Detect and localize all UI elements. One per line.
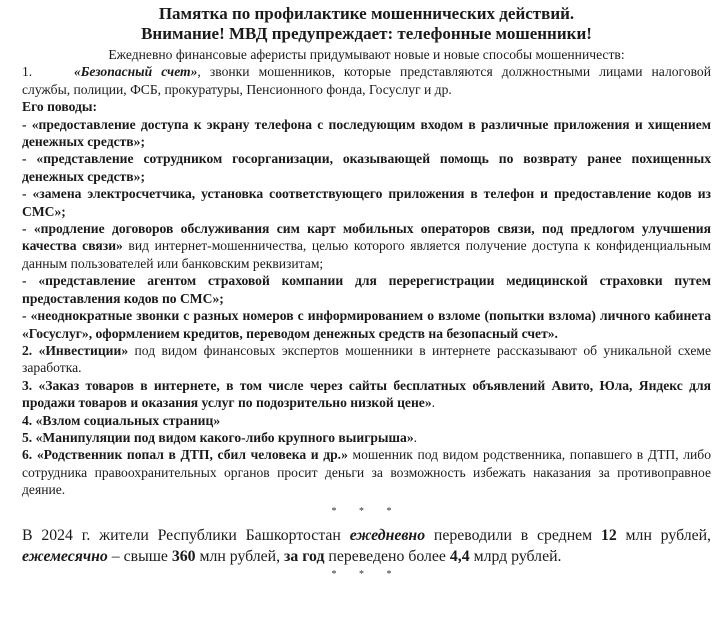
stats-daily-label: ежедневно <box>349 526 426 544</box>
scheme-bold: 5. «Манипуляции под видом какого-либо крупного выигрыша» <box>22 429 414 445</box>
stats-text: млн рублей, <box>616 526 712 544</box>
scheme-item <box>22 377 711 412</box>
stats-text: млрд рублей. <box>469 547 562 565</box>
scheme-item <box>22 446 711 498</box>
statistics-paragraph <box>22 525 711 567</box>
pretext-bold: - «представление сотрудником госорганизации, оказывающей помощь по возврату ранее похищенных денежных средств»; <box>22 151 711 184</box>
pretext-item <box>22 116 711 151</box>
scheme-item <box>22 342 711 377</box>
pretext-bold: - «предоставление доступа к экрану телефона с последующим входом в различные приложения и хищением денежных средств»; <box>22 116 711 150</box>
page-subtitle: Внимание! МВД предупреждает: телефонные мошенники! <box>141 24 592 43</box>
pretext-bold: - «неоднократные звонки с разных номеров с информированием о взломе (попытки взлома) личного кабинета «Госуслуг», оформлением кредитов, переводом денежных средств на безопасный счет». <box>22 308 711 341</box>
scheme-1-name: «Безопасный счет» <box>74 64 198 80</box>
pretext-rest: вид интернет-мошенничества, целью которого является получение доступа к конфиденциальным данным пользователей или банковским реквизитам; <box>22 238 711 271</box>
stats-text: В 2024 г. жители Республики Башкортостан <box>22 526 350 544</box>
pretext-item <box>22 220 711 272</box>
scheme-rest: . <box>431 395 436 411</box>
stats-text: переводили в среднем <box>425 526 601 544</box>
scheme-rest: под видом финансовых экспертов мошенники в интернете рассказывают об уникальной схеме заработка. <box>22 342 711 376</box>
pretext-item <box>22 272 711 307</box>
stats-yearly-label: за год <box>284 547 325 565</box>
stats-text: – свыше <box>107 547 172 565</box>
scheme-item <box>22 429 711 446</box>
stats-daily-amount: 12 <box>600 526 617 544</box>
pretexts-heading: Его поводы: <box>22 99 98 115</box>
pretext-item <box>22 150 711 185</box>
scheme-bold: 4. «Взлом социальных страниц» <box>22 412 221 428</box>
stats-yearly-amount: 4,4 <box>449 547 470 565</box>
intro-text: Ежедневно финансовые аферисты придумывают новые и новые способы мошенничеств: <box>108 47 625 62</box>
scheme-rest: мошенник под видом родственника, попавшего в ДТП, либо сотрудника правоохранительных органов просит деньги за возможность избежать наказания за противоправное деяние. <box>22 447 711 498</box>
pretext-bold: - «представление агентом страховой компании для перерегистрации медицинской страховки путем предоставления кодов по СМС»; <box>22 273 711 306</box>
separator-stars: * * * <box>331 505 402 517</box>
scheme-rest: . <box>413 429 418 445</box>
scheme-item <box>22 412 711 429</box>
separator-stars-bottom: * * * <box>331 568 402 580</box>
scheme-1 <box>22 63 711 98</box>
stats-monthly-amount: 360 <box>171 547 196 565</box>
scheme-bold: 2. «Инвестиции» <box>22 342 129 358</box>
pretext-bold: - «продление договоров обслуживания сим карт мобильных операторов связи, под предлогом улучшения качества связи» <box>22 221 711 254</box>
pretext-item <box>22 307 711 342</box>
scheme-bold: 6. «Родственник попал в ДТП, сбил человека и др.» <box>22 447 348 463</box>
stats-text: млн рублей, <box>195 547 285 565</box>
scheme-bold: 3. «Заказ товаров в интернете, в том числе через сайты бесплатных объявлений Авито, Юла, Яндекс для продажи товаров и оказания услуг по подозрительно низкой цене» <box>22 377 711 411</box>
pretext-item <box>22 185 711 220</box>
stats-text: переведено более <box>324 547 450 565</box>
page-title: Памятка по профилактике мошеннических действий. <box>158 4 575 23</box>
pretext-bold: - «замена электросчетчика, установка соответствующего приложения в телефон и предоставление кодов из СМС»; <box>22 186 711 219</box>
stats-monthly-label: ежемесячно <box>22 547 108 565</box>
scheme-1-number: 1. <box>22 64 33 80</box>
scheme-1-text: , звонки мошенников, которые представляются должностными лицами налоговой службы, полиции, ФСБ, прокуратуры, Пенсионного фонда, Госуслуг и др. <box>22 64 711 97</box>
